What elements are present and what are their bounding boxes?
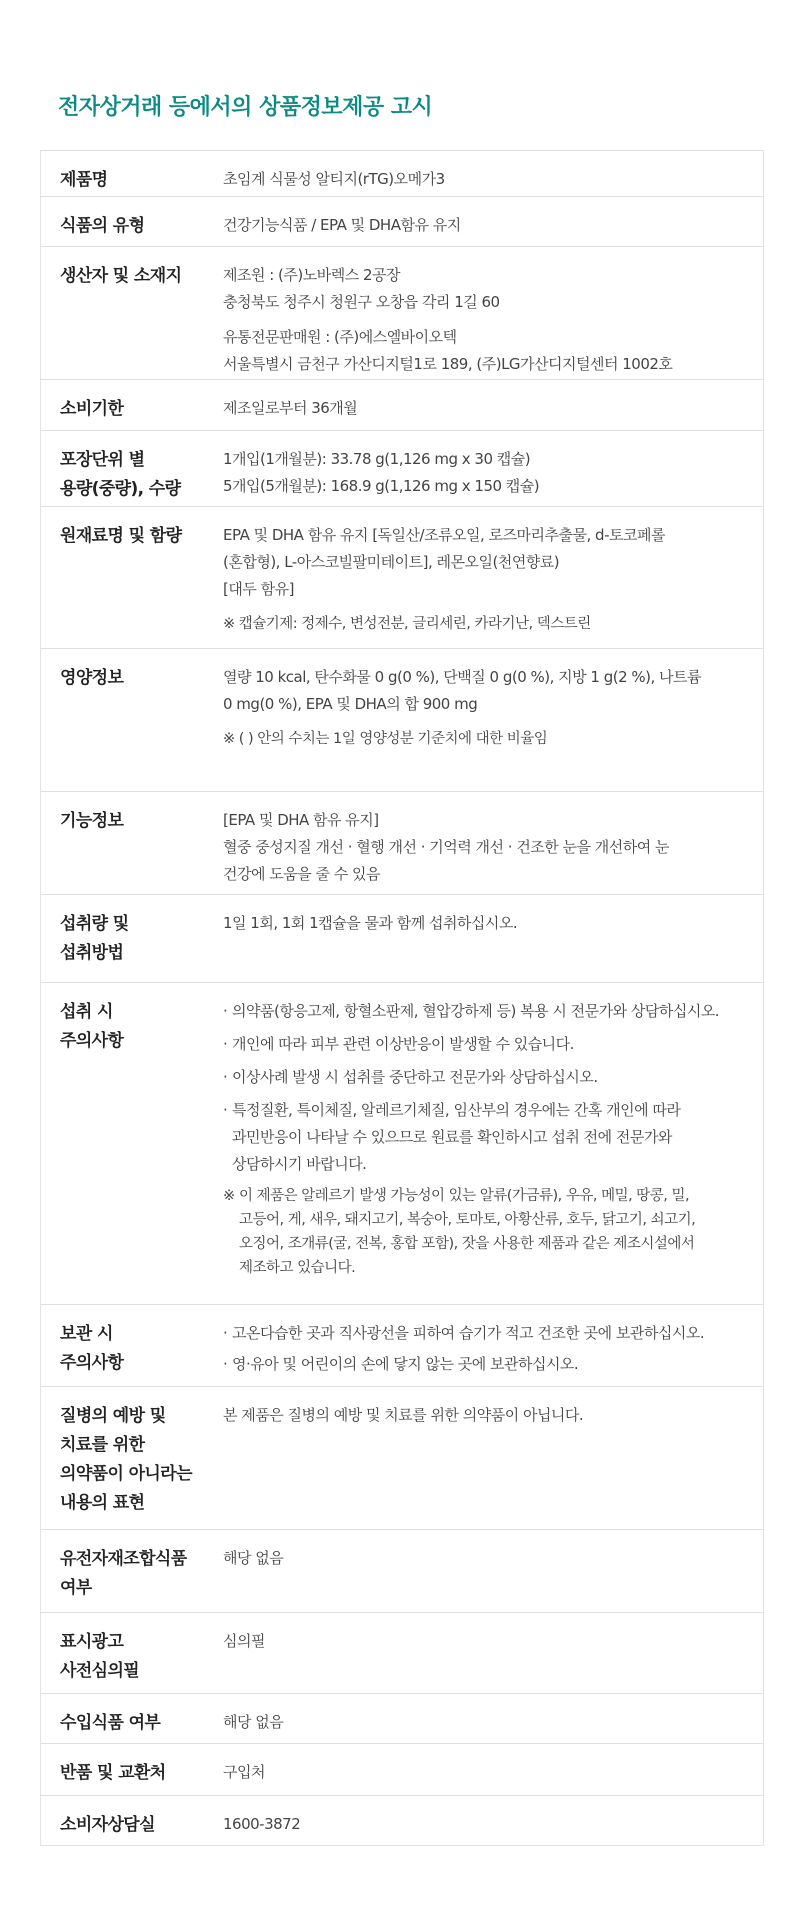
caution-text: 이상사례 발생 시 섭취를 중단하고 전문가와 상담하십시오. bbox=[232, 1068, 598, 1086]
row-label: 수입식품 여부 bbox=[60, 1713, 161, 1733]
note-mark: ※ bbox=[223, 1188, 235, 1204]
nutrition-line-1: 열량 10 kcal, 탄수화물 0 g(0 %), 단백질 0 g(0 %), 지방 1 g(2 %), 나트륨 bbox=[223, 668, 702, 686]
returns-value: 구입처 bbox=[223, 1763, 265, 1781]
row-value bbox=[223, 212, 763, 239]
row-label: 섭취 시 주의사항 bbox=[60, 1002, 124, 1051]
consumer-phone: 1600-3872 bbox=[223, 1815, 301, 1833]
row-value bbox=[223, 1759, 763, 1786]
intake-value: 1일 1회, 1회 1캡슐을 물과 함께 섭취하십시오. bbox=[223, 914, 518, 932]
row-ingredients bbox=[41, 506, 763, 648]
ad-review-value: 심의필 bbox=[223, 1632, 265, 1650]
row-value bbox=[223, 522, 763, 638]
storage-item bbox=[223, 1351, 745, 1378]
function-line-3: 건강에 도움을 줄 수 있음 bbox=[223, 865, 380, 883]
row-value bbox=[223, 664, 763, 753]
caution-text: 개인에 따라 피부 관련 이상반응이 발생할 수 있습니다. bbox=[232, 1035, 574, 1053]
row-value bbox=[223, 807, 763, 888]
row-intake-caution bbox=[41, 982, 763, 1304]
caution-item bbox=[223, 998, 745, 1025]
caution-item bbox=[223, 1097, 745, 1178]
nutrition-note: ※ ( ) 안의 수치는 1일 영양성분 기준치에 대한 비율임 bbox=[223, 731, 548, 747]
row-value bbox=[223, 1628, 763, 1655]
caution-item bbox=[223, 1064, 745, 1091]
row-label: 식품의 유형 bbox=[60, 216, 145, 236]
row-label: 보관 시 주의사항 bbox=[60, 1324, 124, 1373]
imported-value: 해당 없음 bbox=[223, 1713, 284, 1731]
row-value bbox=[223, 998, 763, 1280]
caution-item bbox=[223, 1031, 745, 1058]
row-label: 표시광고 사전심의필 bbox=[60, 1632, 140, 1681]
row-expiry bbox=[41, 379, 763, 430]
row-value bbox=[223, 446, 763, 500]
row-value bbox=[223, 166, 763, 193]
row-label: 원재료명 및 함량 bbox=[60, 526, 182, 546]
function-line-2: 혈중 중성지질 개선 · 혈행 개선 · 기억력 개선 · 건조한 눈을 개선하여 눈 bbox=[223, 838, 670, 856]
bullet-mark: · bbox=[223, 1101, 228, 1119]
row-storage bbox=[41, 1304, 763, 1386]
allergy-note-text: 이 제품은 알레르기 발생 가능성이 있는 알류(가금류), 우유, 메밀, 땅콩, 밀, 고등어, 게, 새우, 돼지고기, 복숭아, 토마토, 아황산류, 호두, 닭고기, 쇠고기, 오징어, 조개류(굴, 전복, 홍합 포함), 잣을 사용한 제품과 같은 제조시설에서 제조하고 있습니다. bbox=[239, 1188, 696, 1276]
row-label: 영양정보 bbox=[60, 668, 124, 688]
row-ad-review bbox=[41, 1612, 763, 1693]
row-function bbox=[41, 791, 763, 894]
row-label: 질병의 예방 및 치료를 위한 의약품이 아니라는 내용의 표현 bbox=[60, 1406, 192, 1513]
maker-address: 충청북도 청주시 청원구 오창읍 각리 1길 60 bbox=[223, 293, 500, 311]
row-label: 유전자재조합식품 여부 bbox=[60, 1549, 187, 1598]
bullet-mark: · bbox=[223, 1324, 228, 1342]
row-producer bbox=[41, 246, 763, 379]
row-label: 생산자 및 소재지 bbox=[60, 266, 182, 286]
bullet-mark: · bbox=[223, 1355, 228, 1373]
package-line-2: 5개입(5개월분): 168.9 g(1,126 mg x 150 캡슐) bbox=[223, 477, 540, 495]
row-label: 제품명 bbox=[60, 170, 108, 190]
row-imported bbox=[41, 1693, 763, 1743]
ingredients-line-3: [대두 함유] bbox=[223, 580, 294, 598]
gmo-value: 해당 없음 bbox=[223, 1549, 284, 1567]
row-value bbox=[223, 262, 763, 378]
row-label: 소비기한 bbox=[60, 399, 124, 419]
row-value bbox=[223, 395, 763, 422]
row-package bbox=[41, 430, 763, 506]
product-info-table bbox=[40, 150, 764, 1846]
row-value bbox=[223, 1402, 763, 1429]
storage-item bbox=[223, 1320, 745, 1347]
ingredients-line-1: EPA 및 DHA 함유 유지 [독일산/조류오일, 로즈마리추출물, d-토코페롤 bbox=[223, 526, 665, 544]
allergy-note bbox=[223, 1184, 745, 1280]
row-label: 소비자상담실 bbox=[60, 1815, 155, 1835]
row-value bbox=[223, 1545, 763, 1572]
bullet-mark: · bbox=[223, 1068, 228, 1086]
product-name-value: 초임계 식물성 알티지(rTG)오메가3 bbox=[223, 170, 445, 188]
bullet-mark: · bbox=[223, 1035, 228, 1053]
row-value bbox=[223, 910, 763, 937]
row-value bbox=[223, 1811, 763, 1838]
function-line-1: [EPA 및 DHA 함유 유지] bbox=[223, 811, 379, 829]
row-nutrition bbox=[41, 648, 763, 791]
row-intake bbox=[41, 894, 763, 982]
row-product-name bbox=[41, 150, 763, 196]
caution-text: 의약품(항응고제, 항혈소판제, 혈압강하제 등) 복용 시 전문가와 상담하십시오. bbox=[232, 1002, 720, 1020]
caution-text: 특정질환, 특이체질, 알레르기체질, 임산부의 경우에는 간혹 개인에 따라 과민반응이 나타날 수 있으므로 원료를 확인하시고 섭취 전에 전문가와 상담하시기 바랍니다. bbox=[232, 1101, 681, 1173]
row-returns bbox=[41, 1743, 763, 1795]
bullet-mark: · bbox=[223, 1002, 228, 1020]
expiry-value: 제조일로부터 36개월 bbox=[223, 399, 358, 417]
row-label: 섭취량 및 섭취방법 bbox=[60, 914, 129, 963]
row-label: 포장단위 별 용량(중량), 수량 bbox=[60, 450, 181, 499]
row-food-type bbox=[41, 196, 763, 246]
storage-text: 고온다습한 곳과 직사광선을 피하여 습기가 적고 건조한 곳에 보관하십시오. bbox=[232, 1324, 705, 1342]
page-title: 전자상거래 등에서의 상품정보제공 고시 bbox=[58, 95, 433, 120]
row-consumer bbox=[41, 1795, 763, 1845]
storage-text: 영·유아 및 어린이의 손에 닿지 않는 곳에 보관하십시오. bbox=[232, 1355, 579, 1373]
capsule-base-note: ※ 캡슐기제: 정제수, 변성전분, 글리세린, 카라기난, 덱스트린 bbox=[223, 616, 591, 632]
ingredients-line-2: (혼합형), L-아스코빌팔미테이트], 레몬오일(천연향료) bbox=[223, 553, 560, 571]
row-label: 반품 및 교환처 bbox=[60, 1763, 166, 1783]
package-line-1: 1개입(1개월분): 33.78 g(1,126 mg x 30 캡슐) bbox=[223, 450, 531, 468]
nutrition-line-2: 0 mg(0 %), EPA 및 DHA의 합 900 mg bbox=[223, 695, 478, 713]
row-disease bbox=[41, 1386, 763, 1529]
maker-name: 제조원 : (주)노바렉스 2공장 bbox=[223, 266, 401, 284]
seller-name: 유통전문판매원 : (주)에스엘바이오텍 bbox=[223, 328, 457, 346]
food-type-value: 건강기능식품 / EPA 및 DHA함유 유지 bbox=[223, 216, 461, 234]
row-label: 기능정보 bbox=[60, 811, 124, 831]
row-value bbox=[223, 1320, 763, 1378]
seller-address: 서울특별시 금천구 가산디지털1로 189, (주)LG가산디지털센터 1002호 bbox=[223, 355, 673, 373]
row-value bbox=[223, 1709, 763, 1736]
disease-value: 본 제품은 질병의 예방 및 치료를 위한 의약품이 아닙니다. bbox=[223, 1406, 584, 1424]
row-gmo bbox=[41, 1529, 763, 1612]
